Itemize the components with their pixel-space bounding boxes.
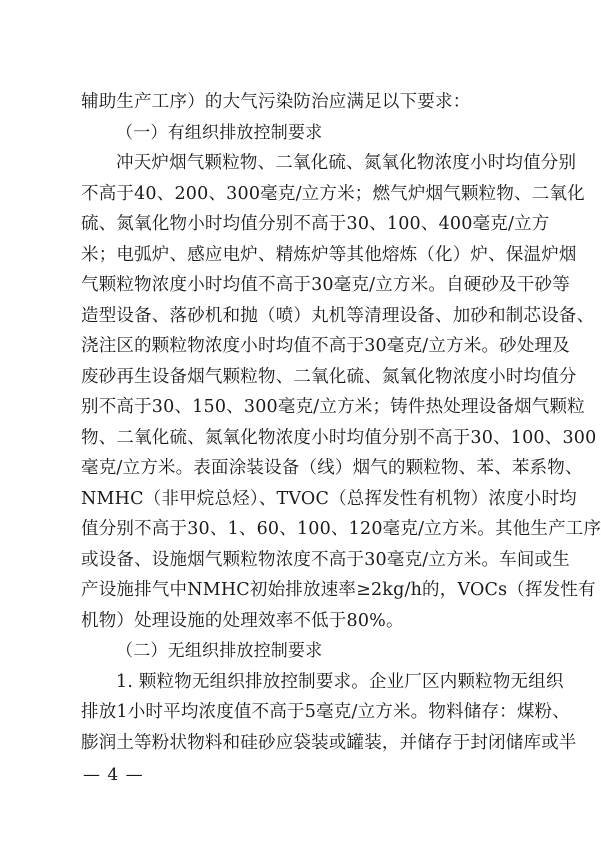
paragraph-line: 辅助生产工序）的大气污染防治应满足以下要求： xyxy=(81,92,471,112)
paragraph-line: 值分别不高于30、1、60、100、120毫克/立方米。其他生产工序 xyxy=(81,519,601,539)
paragraph-line: 1. 颗粒物无组织排放控制要求。企业厂区内颗粒物无组织 xyxy=(116,672,564,692)
paragraph-line: 浇注区的颗粒物浓度小时均值不高于30毫克/立方米。砂处理及 xyxy=(81,336,570,356)
paragraph-line: 产设施排气中NMHC初始排放速率≥2kg/h的，VOCs（挥发性有 xyxy=(81,580,596,600)
page-number: — 4 — xyxy=(83,765,144,785)
paragraph-line: 或设备、设施烟气颗粒物浓度不高于30毫克/立方米。车间或生 xyxy=(81,550,570,570)
paragraph-line: 造型设备、落砂机和抛（喷）丸机等清理设备、加砂和制芯设备、 xyxy=(81,306,595,326)
section-heading: （二）无组织排放控制要求 xyxy=(116,641,323,661)
paragraph-line: 膨润土等粉状物料和硅砂应袋装或罐装，并储存于封闭储库或半 xyxy=(81,733,577,753)
paragraph-line: 米；电弧炉、感应电炉、精炼炉等其他熔炼（化）炉、保温炉烟 xyxy=(81,245,577,265)
paragraph-line: 不高于40、200、300毫克/立方米；燃气炉烟气颗粒物、二氧化 xyxy=(81,184,585,204)
paragraph-line: 硫、氮氧化物小时均值分别不高于30、100、400毫克/立方 xyxy=(81,214,550,234)
paragraph-line: 气颗粒物浓度小时均值不高于30毫克/立方米。自硬砂及干砂等 xyxy=(81,275,570,295)
section-heading: （一）有组织排放控制要求 xyxy=(116,123,323,143)
paragraph-line: 废砂再生设备烟气颗粒物、二氧化硫、氮氧化物浓度小时均值分 xyxy=(81,367,577,387)
paragraph-line: NMHC（非甲烷总烃）、TVOC（总挥发性有机物）浓度小时均 xyxy=(81,489,577,509)
paragraph-line: 毫克/立方米。表面涂装设备（线）烟气的颗粒物、苯、苯系物、 xyxy=(81,458,583,478)
paragraph-line: 物、二氧化硫、氮氧化物浓度小时均值分别不高于30、100、300 xyxy=(81,428,597,448)
paragraph-line: 别不高于30、150、300毫克/立方米；铸件热处理设备烟气颗粒 xyxy=(81,397,585,417)
paragraph-line: 机物）处理设施的处理效率不低于80%。 xyxy=(81,611,404,631)
paragraph-line: 冲天炉烟气颗粒物、二氧化硫、氮氧化物浓度小时均值分别 xyxy=(116,153,577,173)
paragraph-line: 排放1小时平均浓度值不高于5毫克/立方米。物料储存：煤粉、 xyxy=(81,702,570,722)
